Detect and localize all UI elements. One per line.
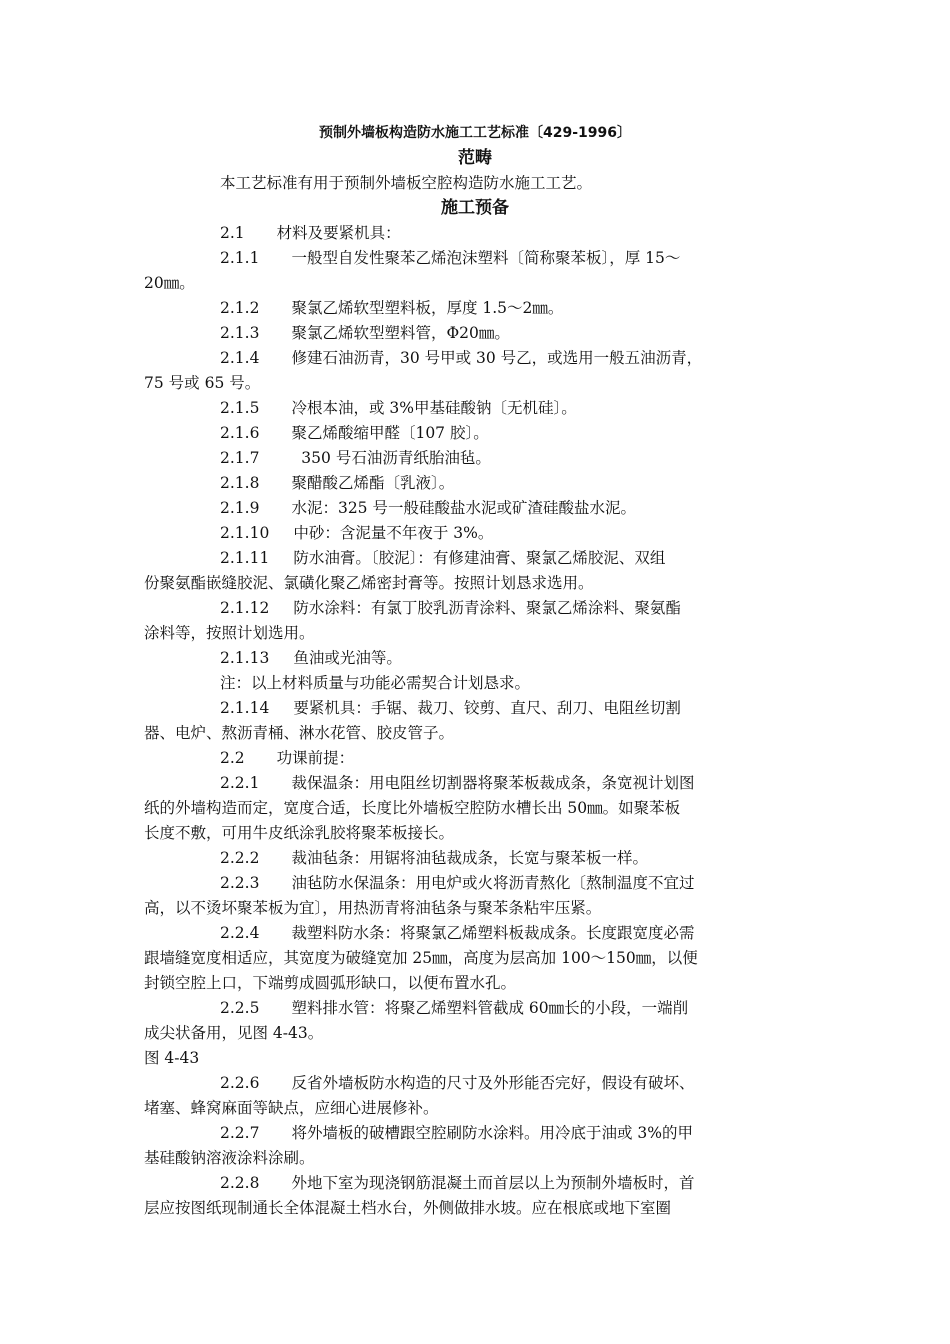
- clause-line: [144, 321, 806, 346]
- continuation-line: 份聚氨酯嵌缝胶泥、氯磺化聚乙烯密封膏等。按照计划恳求选用。: [144, 574, 594, 592]
- clause-number: 2.1: [220, 224, 245, 242]
- clause-line: [144, 596, 806, 621]
- clause-line: [144, 646, 806, 671]
- document-page: [144, 120, 806, 1221]
- clause-text: 要紧机具：手锯、裁刀、铰剪、直尺、刮刀、电阻丝切割: [293, 699, 681, 717]
- clause-text: 中砂：含泥量不年夜于 3%。: [293, 524, 494, 542]
- clause-text: 油毡防水保温条：用电炉或火将沥青熬化〔熬制温度不宜过: [291, 874, 695, 892]
- clause-number: 2.2.8: [220, 1174, 260, 1192]
- clause-line: [144, 421, 806, 446]
- continuation-line: 层应按图纸现制通长全体混凝土档水台，外侧做排水坡。应在根底或地下室圈: [144, 1199, 672, 1217]
- clause-text: 鱼油或光油等。: [293, 649, 402, 667]
- clause-line: [144, 696, 806, 721]
- clause-line: [144, 746, 806, 771]
- continuation-line: 基硅酸钠溶液涂料涂刷。: [144, 1149, 315, 1167]
- clause-number: 2.1.4: [220, 349, 260, 367]
- clause-text: 聚氯乙烯软型塑料管，Φ20㎜。: [291, 324, 510, 342]
- clause-number: 2.1.5: [220, 399, 260, 417]
- clause-line: [144, 521, 806, 546]
- continuation-line: 75 号或 65 号。: [144, 374, 261, 392]
- clause-line: [144, 846, 806, 871]
- clause-text: 350 号石油沥青纸胎油毡。: [291, 449, 491, 467]
- clause-text: 将外墙板的破槽跟空腔刷防水涂料。用冷底于油或 3%的甲: [291, 1124, 693, 1142]
- clause-number: 2.2.4: [220, 924, 260, 942]
- clause-line: [144, 346, 806, 371]
- clause-number: 2.1.6: [220, 424, 260, 442]
- continuation-line: 堵塞、蜂窝麻面等缺点，应细心进展修补。: [144, 1099, 439, 1117]
- clause-number: 2.2.1: [220, 774, 260, 792]
- clause-number: 2.1.10: [220, 524, 270, 542]
- clause-line: [144, 996, 806, 1021]
- clause-number: 2.2.3: [220, 874, 260, 892]
- clause-text: 修建石油沥青，30 号甲或 30 号乙，或选用一般五油沥青，: [291, 349, 703, 367]
- continuation-line: 器、电炉、熬沥青桶、淋水花管、胶皮管子。: [144, 724, 455, 742]
- clause-line: [144, 546, 806, 571]
- clause-number: 2.2.7: [220, 1124, 260, 1142]
- continuation-line: 封锁空腔上口，下端剪成圆弧形缺口，以便布置水孔。: [144, 974, 517, 992]
- clause-text: 外地下室为现浇钢筋混凝土而首层以上为预制外墙板时，首: [291, 1174, 695, 1192]
- continuation-line: 高，以不烫坏聚苯板为宜〕，用热沥青将油毡条与聚苯条粘牢压紧。: [144, 899, 602, 917]
- clause-text: 材料及要紧机具：: [276, 224, 401, 242]
- clause-text: 裁塑料防水条：将聚氯乙烯塑料板裁成条。长度跟宽度必需: [291, 924, 695, 942]
- clause-number: 2.1.11: [220, 549, 270, 567]
- body-lines: [144, 221, 806, 1221]
- clause-line: [144, 771, 806, 796]
- clause-number: 2.1.13: [220, 649, 270, 667]
- clause-text: 冷根本油，或 3%甲基硅酸钠〔无机硅〕。: [291, 399, 577, 417]
- clause-line: [144, 296, 806, 321]
- clause-text: 水泥：325 号一般硅酸盐水泥或矿渣硅酸盐水泥。: [291, 499, 636, 517]
- intro-paragraph: 本工艺标准有用于预制外墙板空腔构造防水施工工艺。: [220, 174, 593, 192]
- clause-line: [144, 221, 806, 246]
- clause-line: [144, 871, 806, 896]
- section-heading-scope: 范畴: [458, 148, 492, 168]
- clause-line: [144, 446, 806, 471]
- clause-number: 2.1.8: [220, 474, 260, 492]
- clause-text: 塑料排水管：将聚乙烯塑料管截成 60㎜长的小段，一端削: [291, 999, 689, 1017]
- note-line: 注：以上材料质量与功能必需契合计划恳求。: [220, 674, 531, 692]
- clause-text: 裁油毡条：用锯将油毡裁成条，长宽与聚苯板一样。: [291, 849, 648, 867]
- continuation-line: 跟墙缝宽度相适应，其宽度为破缝宽加 25㎜，高度为层高加 100～150㎜，以便: [144, 949, 698, 967]
- clause-text: 防水油膏。〔胶泥〕：有修建油膏、聚氯乙烯胶泥、双组: [293, 549, 666, 567]
- clause-number: 2.1.7: [220, 449, 260, 467]
- section-heading-preparation: 施工预备: [441, 198, 509, 218]
- continuation-line: 成尖状备用，见图 4-43。: [144, 1024, 324, 1042]
- clause-line: [144, 1171, 806, 1196]
- clause-number: 2.1.14: [220, 699, 270, 717]
- clause-text: 裁保温条：用电阻丝切割器将聚苯板裁成条，条宽视计划图: [291, 774, 695, 792]
- clause-number: 2.1.12: [220, 599, 270, 617]
- clause-number: 2.1.3: [220, 324, 260, 342]
- clause-number: 2.2.2: [220, 849, 260, 867]
- doc-title: 预制外墙板构造防水施工工艺标准〔429-1996〕: [319, 125, 631, 141]
- clause-text: 功课前提：: [276, 749, 355, 767]
- clause-number: 2.2: [220, 749, 245, 767]
- clause-number: 2.1.2: [220, 299, 260, 317]
- clause-line: [144, 921, 806, 946]
- clause-text: 聚氯乙烯软型塑料板，厚度 1.5～2㎜。: [291, 299, 564, 317]
- clause-text: 聚乙烯酸缩甲醛〔107 胶〕。: [291, 424, 489, 442]
- clause-number: 2.2.5: [220, 999, 260, 1017]
- clause-line: [144, 1121, 806, 1146]
- clause-line: [144, 471, 806, 496]
- clause-number: 2.1.9: [220, 499, 260, 517]
- clause-text: 反省外墙板防水构造的尺寸及外形能否完好，假设有破坏、: [291, 1074, 695, 1092]
- clause-number: 2.1.1: [220, 249, 260, 267]
- clause-text: 一般型自发性聚苯乙烯泡沫塑料〔简称聚苯板〕，厚 15～: [291, 249, 681, 267]
- continuation-line: 涂料等，按照计划选用。: [144, 624, 315, 642]
- continuation-line: 纸的外墙构造而定，宽度合适，长度比外墙板空腔防水槽长出 50㎜。如聚苯板: [144, 799, 681, 817]
- clause-text: 聚醋酸乙烯酯〔乳液〕。: [291, 474, 455, 492]
- clause-line: [144, 396, 806, 421]
- clause-line: [144, 496, 806, 521]
- continuation-line: 长度不敷，可用牛皮纸涂乳胶将聚苯板接长。: [144, 824, 455, 842]
- clause-text: 防水涂料：有氯丁胶乳沥青涂料、聚氯乙烯涂料、聚氨酯: [293, 599, 681, 617]
- continuation-line: 20㎜。: [144, 274, 195, 292]
- clause-line: [144, 246, 806, 271]
- clause-line: [144, 1071, 806, 1096]
- continuation-line: 图 4-43: [144, 1049, 200, 1067]
- clause-number: 2.2.6: [220, 1074, 260, 1092]
